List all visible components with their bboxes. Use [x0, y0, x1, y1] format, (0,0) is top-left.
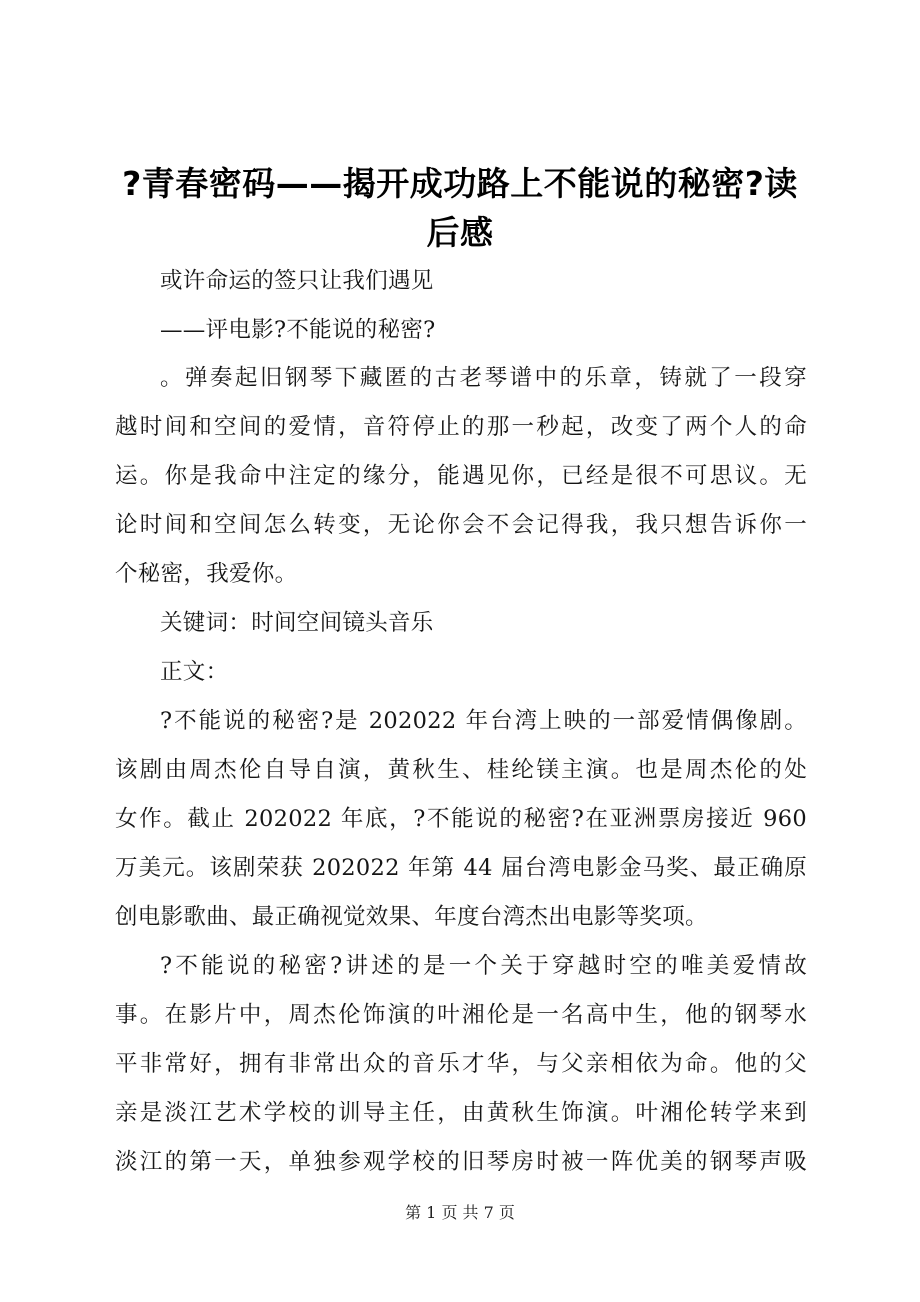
paragraph-2-line: 平非常好，拥有非常出众的音乐才华，与父亲相依为命。他的父 [115, 1051, 807, 1077]
abstract-line: 运。你是我命中注定的缘分，能遇见你，已经是很不可思议。无 [115, 463, 807, 489]
paragraph-2-line: ?不能说的秘密?讲述的是一个关于穿越时空的唯美爱情故 [160, 953, 807, 979]
paragraph-2-line: 亲是淡江艺术学校的训导主任，由黄秋生饰演。叶湘伦转学来到 [115, 1100, 807, 1126]
paragraph-2-line: 淡江的第一天，单独参观学校的旧琴房时被一阵优美的钢琴声吸 [115, 1149, 807, 1175]
document-title-line-2: 后感 [426, 213, 494, 252]
paragraph-1-line: 万美元。该剧荣获 202022 年第 44 届台湾电影金马奖、最正确原 [115, 855, 807, 881]
paragraph-1-line: 女作。截止 202022 年底，?不能说的秘密?在亚洲票房接近 960 [115, 806, 807, 832]
paragraph-1-line: 该剧由周杰伦自导自演，黄秋生、桂纶镁主演。也是周杰伦的处 [115, 757, 807, 783]
abstract-line: 越时间和空间的爱情，音符停止的那一秒起，改变了两个人的命 [115, 414, 807, 440]
subtitle-tagline: 或许命运的签只让我们遇见 [160, 268, 434, 294]
paragraph-2-line: 事。在影片中，周杰伦饰演的叶湘伦是一名高中生，他的钢琴水 [115, 1002, 807, 1028]
keywords: 关键词：时间空间镜头音乐 [160, 610, 434, 636]
abstract-line: 论时间和空间怎么转变，无论你会不会记得我，我只想告诉你一 [115, 512, 807, 538]
document-title-line-1: ?青春密码——揭开成功路上不能说的秘密?读 [122, 164, 798, 203]
abstract-line: 个秘密，我爱你。 [115, 561, 298, 587]
page-number-footer: 第 1 页 共 7 页 [405, 1203, 515, 1222]
body-label: 正文： [160, 659, 229, 685]
subtitle-review-of: ——评电影?不能说的秘密? [160, 317, 436, 343]
paragraph-1-line: 创电影歌曲、最正确视觉效果、年度台湾杰出电影等奖项。 [115, 904, 708, 930]
abstract-line: 。弹奏起旧钢琴下藏匿的古老琴谱中的乐章，铸就了一段穿 [160, 365, 807, 391]
paragraph-1-line: ?不能说的秘密?是 202022 年台湾上映的一部爱情偶像剧。 [160, 708, 807, 734]
